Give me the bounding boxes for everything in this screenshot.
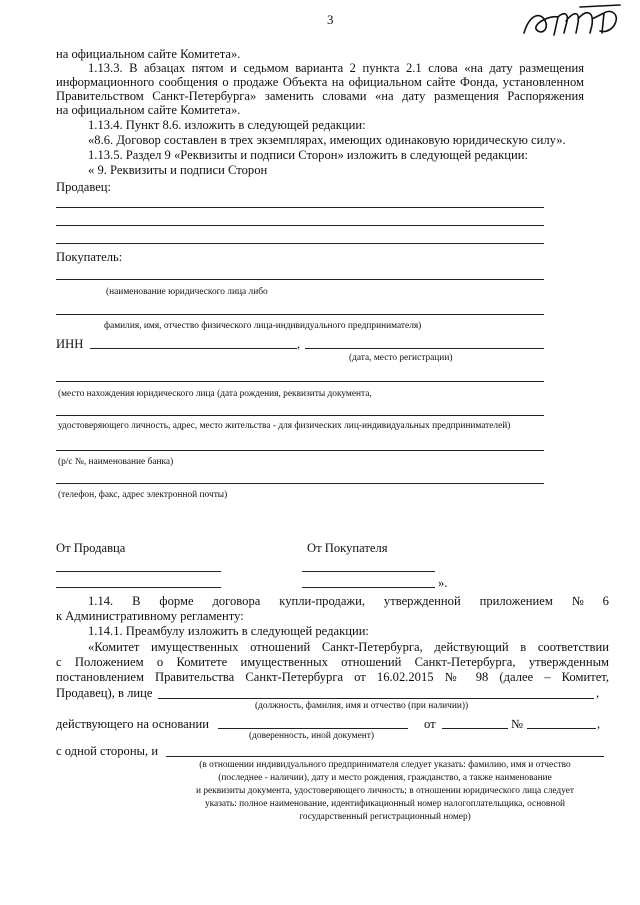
signature-icon <box>520 3 628 43</box>
from-buyer-label: От Покупателя <box>307 541 388 555</box>
fill-line <box>56 243 544 244</box>
word: № <box>571 594 584 608</box>
number-sign: № <box>511 717 524 731</box>
hint-doc: (доверенность, иной документ) <box>249 731 374 741</box>
word: утвержденной <box>383 594 461 608</box>
number-fill-line <box>527 728 596 729</box>
preamble-line: Продавец), в лице <box>56 686 153 700</box>
from-seller-label: От Продавца <box>56 541 126 555</box>
page-number: 3 <box>327 12 334 27</box>
position-fill-line <box>158 698 594 699</box>
hint-legal-name: (наименование юридического лица либо <box>106 287 268 297</box>
fill-line <box>56 415 544 416</box>
buyer-signature-line <box>302 587 435 588</box>
preamble-line: с Положением о Комитете имущественных отношений Санкт-Петербурга, утвержденным <box>56 655 609 669</box>
comma: , <box>596 686 600 700</box>
word: купли-продажи, <box>279 594 366 608</box>
word: приложением <box>479 594 553 608</box>
comma: , <box>597 717 601 731</box>
paragraph-3: «8.6. Договор составлен в трех экземплярах, имеющих одинаковую юридическую силу». <box>88 133 566 147</box>
text-line: на официальном сайте Комитета». <box>56 47 241 61</box>
inn-label: ИНН <box>56 337 84 351</box>
fill-line <box>56 381 544 382</box>
word: договора <box>212 594 261 608</box>
fill-line <box>56 314 544 315</box>
seller-label: Продавец: <box>56 180 112 194</box>
note-line: (в отношении индивидуального предпринимателя следует указать: фамилию, имя и отчество <box>199 760 571 770</box>
hint-position: (должность, фамилия, имя и отчество (при наличии)) <box>255 701 469 711</box>
counterparty-fill-line <box>166 756 604 757</box>
preamble-line: постановлением Правительства Санкт-Петербурга от 16.02.2015 № 98 (далее – Комитет, <box>56 670 609 684</box>
one-side-label: с одной стороны, и <box>56 744 159 758</box>
fill-line <box>56 225 544 226</box>
text-line: к Административному регламенту: <box>56 609 244 623</box>
note-line: и реквизиты документа, удостоверяющего личность; в отношении юридического лица следует <box>195 786 575 796</box>
basis-fill-line <box>218 728 408 729</box>
hint-bank: (р/с №, наименование банка) <box>58 457 174 467</box>
paragraph-1-line: на официальном сайте Комитета». <box>56 103 241 117</box>
acting-basis-label: действующего на основании <box>56 717 209 731</box>
fill-line <box>56 207 544 208</box>
paragraph-1-line: 1.13.3. В абзацах пятом и седьмом варианта 2 пункта 2.1 слова «на дату размещения <box>88 61 584 75</box>
paragraph-1-line: информационного сообщения о продаже Объекта на официальном сайте Фонда, установленном <box>56 75 584 89</box>
buyer-signature-line <box>302 571 435 572</box>
paragraph-2: 1.13.4. Пункт 8.6. изложить в следующей редакции: <box>88 118 366 132</box>
note-line: указать: полное наименование, идентификационный номер налогоплательщика, основной <box>204 799 566 809</box>
word: форме <box>159 594 194 608</box>
text-line: 1.14.1. Преамбулу изложить в следующей редакции: <box>88 624 369 638</box>
hint-fio: фамилия, имя, отчество физического лица-индивидуального предпринимателя) <box>104 321 422 331</box>
inn-fill-line <box>90 348 297 349</box>
word: В <box>132 594 141 608</box>
note-line: (последнее - наличии), дату и место рождения, гражданство, а также наименование <box>218 773 552 783</box>
fill-line <box>56 279 544 280</box>
hint-contacts: (телефон, факс, адрес электронной почты) <box>58 490 228 500</box>
seller-signature-line <box>56 587 221 588</box>
inn-comma: , <box>297 337 301 351</box>
from-word: от <box>424 717 436 731</box>
reg-fill-line <box>305 348 544 349</box>
paragraph-1-line: Правительством Санкт-Петербурга» заменить словами «на дату размещения Распоряжения <box>56 89 584 103</box>
word: 6 <box>602 594 609 608</box>
hint-date-place: (дата, место регистрации) <box>349 353 453 363</box>
section-title: « 9. Реквизиты и подписи Сторон <box>88 163 268 177</box>
hint-location: (место нахождения юридического лица (дата рождения, реквизиты документа, <box>58 389 372 399</box>
fill-line <box>56 483 544 484</box>
fill-line <box>56 450 544 451</box>
word: 1.14. <box>88 594 114 608</box>
buyer-label: Покупатель: <box>56 250 123 264</box>
date-fill-line <box>442 728 508 729</box>
hint-identity: удостоверяющего личность, адрес, место жительства - для физических лиц-индивидуальных предпринимателей) <box>58 421 511 431</box>
closing-quote: ». <box>438 576 448 590</box>
paragraph-1-14 <box>88 594 609 609</box>
preamble-line: «Комитет имущественных отношений Санкт-Петербурга, действующий в соответствии <box>88 640 609 654</box>
seller-signature-line <box>56 571 221 572</box>
paragraph-4: 1.13.5. Раздел 9 «Реквизиты и подписи Сторон» изложить в следующей редакции: <box>88 148 528 162</box>
note-line: государственный регистрационный номер) <box>299 812 471 822</box>
